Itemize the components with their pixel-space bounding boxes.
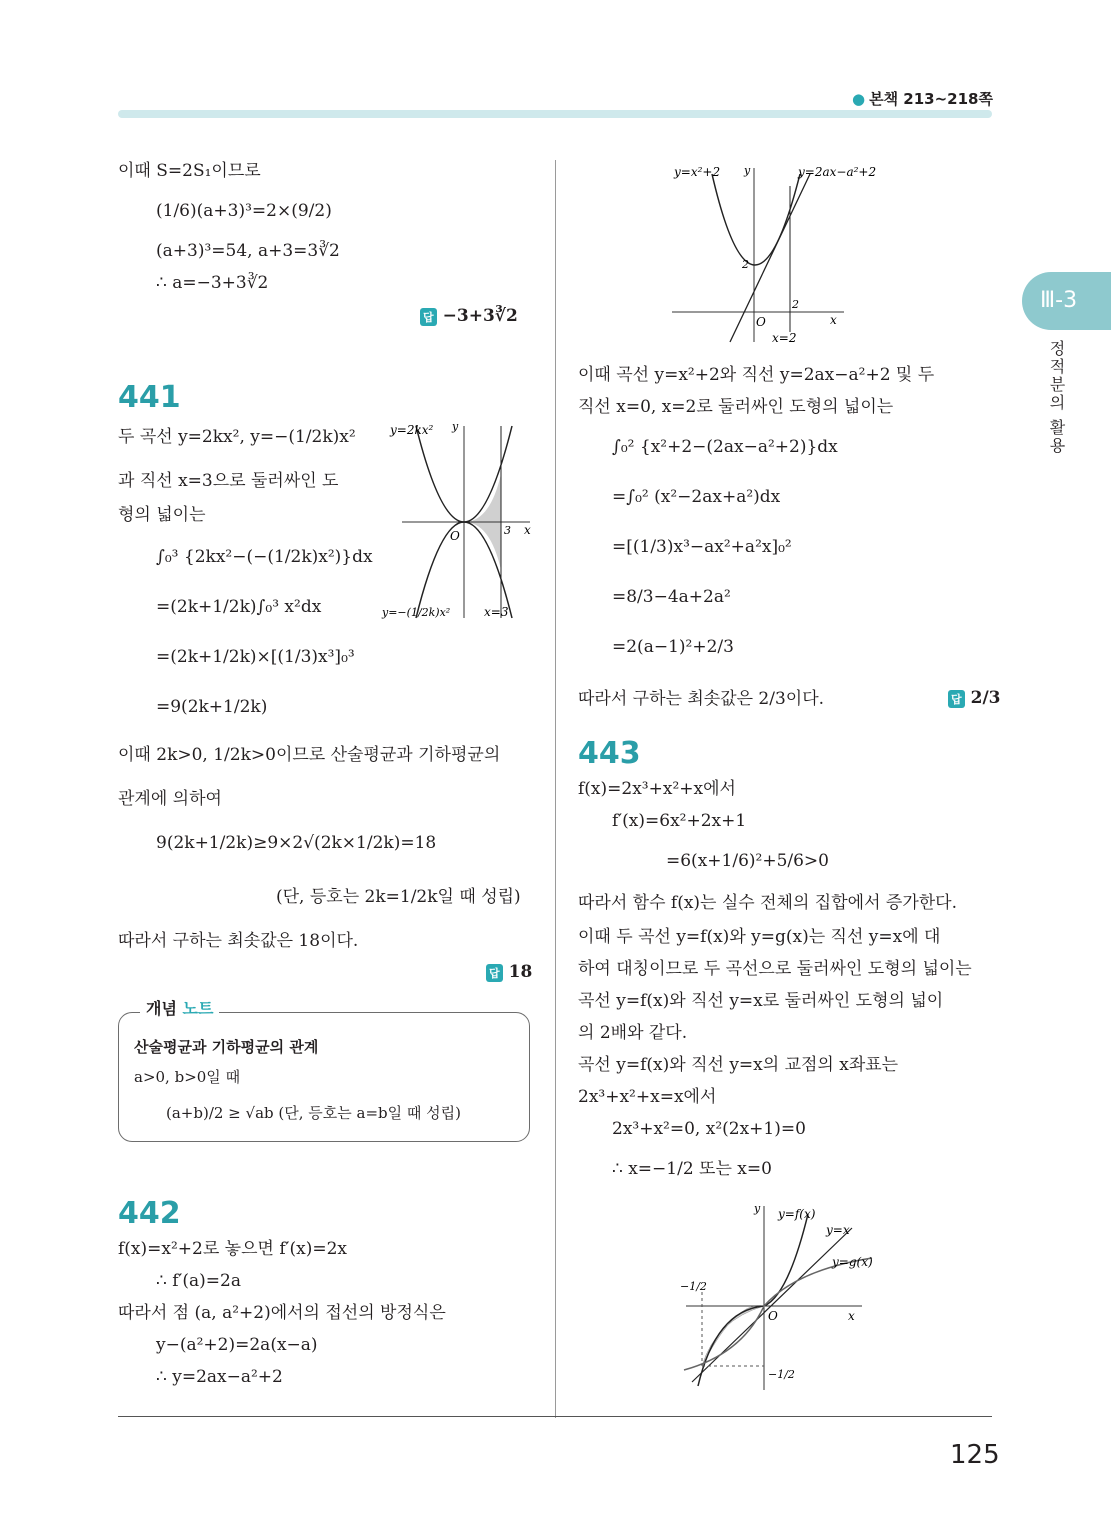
- p441-line: =9(2k+1/2k): [156, 697, 268, 717]
- tick-2x: 2: [792, 298, 799, 311]
- p442-line: ∴ f′(a)=2a: [156, 1271, 241, 1291]
- graph-443: [676, 1200, 896, 1396]
- y-axis-label: y: [754, 1202, 761, 1215]
- p443-line: 의 2배와 같다.: [578, 1023, 688, 1043]
- line-y-x: [692, 1228, 852, 1382]
- p441-line: 형의 넓이는: [118, 505, 206, 525]
- p441-line: ∫₀³ {2kx²−(−(1/2k)x²)}dx: [156, 547, 373, 567]
- p441-line: 두 곡선 y=2kx², y=−(1/2k)x²: [118, 427, 356, 447]
- y-axis-label: y: [744, 164, 751, 177]
- x-axis-label: x: [830, 313, 837, 327]
- answer-badge: 답: [420, 308, 437, 326]
- p443-line: 곡선 y=f(x)와 직선 y=x로 둘러싸인 도형의 넓이: [578, 991, 944, 1011]
- header-bar: [118, 110, 992, 118]
- label-curve: y=x²+2: [674, 165, 721, 179]
- p442-line: y−(a²+2)=2a(x−a): [156, 1335, 318, 1355]
- label-x2: x=2: [772, 331, 797, 345]
- bottom-rule: [118, 1416, 992, 1417]
- p441-line: 과 직선 x=3으로 둘러싸인 도: [118, 471, 339, 491]
- intro-line: (a+3)³=54, a+3=3∛2: [156, 241, 340, 261]
- shaded-region: [702, 1306, 764, 1367]
- note-title: 산술평균과 기하평균의 관계: [134, 1038, 319, 1056]
- column-divider: [555, 160, 556, 1418]
- label-top: y=2kx²: [390, 423, 434, 437]
- intro-line: (1/6)(a+3)³=2×(9/2): [156, 201, 332, 221]
- note-line: (a+b)/2 ≥ √ab (단, 등호는 a=b일 때 성립): [166, 1104, 461, 1122]
- page-number: 125: [950, 1440, 1000, 1470]
- p443-line: f′(x)=6x²+2x+1: [612, 811, 747, 831]
- p443-line: 하여 대칭이므로 두 곡선으로 둘러싸인 도형의 넓이는: [578, 959, 972, 979]
- x-axis-label: x: [848, 1309, 855, 1323]
- label-f: y=f(x): [778, 1207, 816, 1221]
- p441-line: 관계에 의하여: [118, 789, 222, 809]
- answer-442: 답 2/3: [948, 688, 1001, 708]
- p443-line: f(x)=2x³+x²+x에서: [578, 779, 736, 799]
- p442-line: ∴ y=2ax−a²+2: [156, 1367, 283, 1387]
- p442c-line: =8/3−4a+2a²: [612, 587, 731, 607]
- origin-label: O: [450, 529, 460, 543]
- tick-2y: 2: [742, 258, 749, 271]
- p441-line: 이때 2k>0, 1/2k>0이므로 산술평균과 기하평균의: [118, 745, 501, 765]
- p443-line: 곡선 y=f(x)와 직선 y=x의 교점의 x좌표는: [578, 1055, 899, 1075]
- p441-line: (단, 등호는 2k=1/2k일 때 성립): [276, 887, 521, 907]
- p442c-line: =[(1/3)x³−ax²+a²x]₀²: [612, 537, 792, 557]
- tick-neg-half-y: −1/2: [768, 1368, 795, 1381]
- p442c-line: =∫₀² (x²−2ax+a²)dx: [612, 487, 781, 507]
- p443-line: =6(x+1/6)²+5/6>0: [666, 851, 829, 871]
- p442c-line: ∫₀² {x²+2−(2ax−a²+2)}dx: [612, 437, 838, 457]
- intro-line: ∴ a=−3+3∛2: [156, 273, 269, 293]
- header-ref: ● 본책 213~218쪽: [852, 90, 993, 108]
- graph-442: [668, 160, 908, 350]
- concept-note-tag: 개념 노트: [140, 996, 219, 1019]
- label-yx: y=x: [826, 1223, 850, 1237]
- answer-prev: 답 −3+3∛2: [420, 306, 518, 326]
- p443-line: ∴ x=−1/2 또는 x=0: [612, 1159, 772, 1179]
- label-g: y=g(x): [832, 1255, 873, 1269]
- p441-line: 9(2k+1/2k)≥9×2√(2k×1/2k)=18: [156, 833, 437, 853]
- origin-label: O: [756, 315, 766, 329]
- note-line: a>0, b>0일 때: [134, 1068, 241, 1086]
- graph-441: [380, 418, 540, 630]
- p442c-line: 따라서 구하는 최솟값은 2/3이다.: [578, 689, 825, 709]
- y-axis-label: y: [452, 420, 459, 433]
- parabola: [712, 174, 800, 265]
- tick-3: 3: [504, 524, 511, 537]
- p441-line: 따라서 구하는 최솟값은 18이다.: [118, 931, 359, 951]
- p442-line: f(x)=x²+2로 놓으면 f′(x)=2x: [118, 1239, 347, 1259]
- p443-line: 2x³+x²=0, x²(2x+1)=0: [612, 1119, 806, 1139]
- problem-number-441: 441: [118, 380, 181, 415]
- p443-line: 2x³+x²+x=x에서: [578, 1087, 717, 1107]
- origin-label: O: [768, 1309, 778, 1323]
- p442c-line: 이때 곡선 y=x²+2와 직선 y=2ax−a²+2 및 두: [578, 365, 935, 385]
- chapter-tab[interactable]: Ⅲ-3: [1022, 272, 1111, 330]
- answer-441: 답 18: [486, 962, 532, 982]
- label-line: y=2ax−a²+2: [798, 165, 877, 179]
- p442c-line: 직선 x=0, x=2로 둘러싸인 도형의 넓이는: [578, 397, 894, 417]
- label-bottom: y=−(1/2k)x²: [382, 606, 451, 619]
- label-line: x=3: [484, 605, 509, 619]
- p442-line: 따라서 점 (a, a²+2)에서의 접선의 방정식은: [118, 1303, 446, 1323]
- curve-g: [684, 1258, 872, 1370]
- tick-neg-half-x: −1/2: [680, 1280, 707, 1293]
- p442c-line: =2(a−1)²+2/3: [612, 637, 734, 657]
- p443-line: 이때 두 곡선 y=f(x)와 y=g(x)는 직선 y=x에 대: [578, 927, 941, 947]
- problem-number-442: 442: [118, 1196, 181, 1231]
- intro-line: 이때 S=2S₁이므로: [118, 161, 261, 181]
- x-axis-label: x: [524, 523, 531, 537]
- p441-line: =(2k+1/2k)∫₀³ x²dx: [156, 597, 322, 617]
- chapter-title: 정적분의 활용: [1047, 340, 1066, 456]
- p443-line: 따라서 함수 f(x)는 실수 전체의 집합에서 증가한다.: [578, 893, 957, 913]
- p441-line: =(2k+1/2k)×[(1/3)x³]₀³: [156, 647, 355, 667]
- problem-number-443: 443: [578, 736, 641, 771]
